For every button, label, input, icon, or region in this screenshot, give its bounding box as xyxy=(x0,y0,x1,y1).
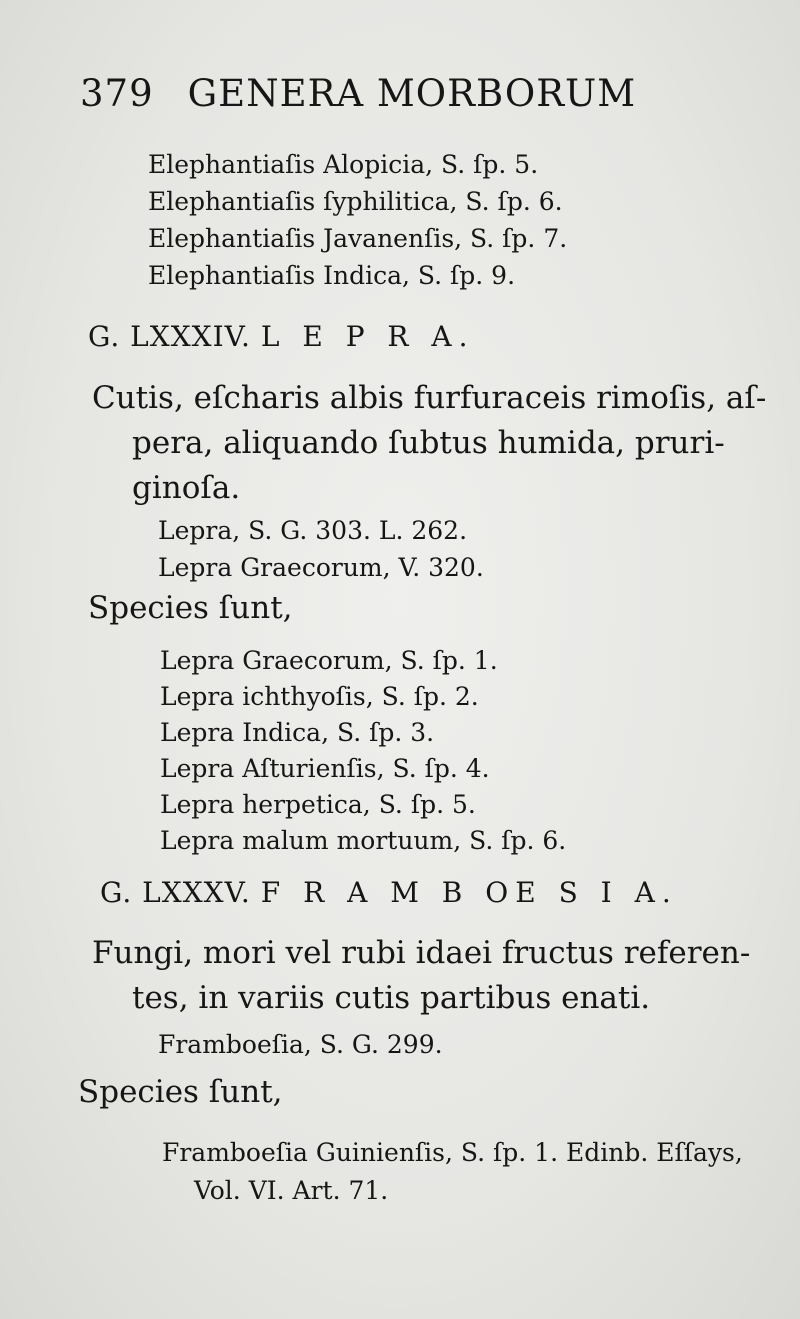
genus-name: F R A M B OE S I A. xyxy=(260,876,678,909)
elephantiasis-entry: Elephantiaſis Javanenſis, S. ſp. 7. xyxy=(148,224,568,253)
species-entry: Lepra herpetica, S. ſp. 5. xyxy=(160,790,476,819)
species-entry: Lepra Indica, S. ſp. 3. xyxy=(160,718,435,747)
species-entry: Lepra malum mortuum, S. ſp. 6. xyxy=(160,826,567,855)
species-entry: Lepra Aſturienſis, S. ſp. 4. xyxy=(160,754,490,783)
genus-number: G. LXXXIV. xyxy=(88,320,251,353)
species-entry: Lepra Graecorum, S. ſp. 1. xyxy=(160,646,498,675)
elephantiasis-entry: Elephantiaſis ſyphilitica, S. ſp. 6. xyxy=(148,187,563,216)
genus-heading-lepra xyxy=(88,320,475,353)
running-title: GENERA MORBORUM xyxy=(187,72,637,115)
species-entry: Lepra ichthyoſis, S. ſp. 2. xyxy=(160,682,479,711)
elephantiasis-entry: Elephantiaſis Indica, S. ſp. 9. xyxy=(148,261,516,290)
definition-line: Cutis, eſcharis albis furfuraceis rimoſis, aſ- xyxy=(92,380,767,416)
genus-number: G. LXXXV. xyxy=(100,876,251,909)
species-heading: Species ſunt, xyxy=(88,590,293,626)
definition-line: tes, in variis cutis partibus enati. xyxy=(132,980,651,1016)
species-heading: Species ſunt, xyxy=(78,1074,283,1110)
synonym-entry: Lepra Graecorum, V. 320. xyxy=(158,553,484,582)
page-number: 379 xyxy=(80,72,154,115)
elephantiasis-entry: Elephantiaſis Alopicia, S. ſp. 5. xyxy=(148,150,539,179)
synonym-entry: Lepra, S. G. 303. L. 262. xyxy=(158,516,468,545)
synonym-entry: Framboeſia, S. G. 299. xyxy=(158,1030,443,1059)
genus-heading-framboesia xyxy=(100,876,678,909)
species-entry: Framboeſia Guinienſis, S. ſp. 1. Edinb. Eſſays, xyxy=(162,1138,743,1167)
page-header xyxy=(80,72,636,115)
genus-name: L E P R A. xyxy=(260,320,475,353)
definition-line: pera, aliquando ſubtus humida, pruri- xyxy=(132,425,725,461)
species-entry: Vol. VI. Art. 71. xyxy=(194,1176,389,1205)
definition-line: Fungi, mori vel rubi idaei fructus referen- xyxy=(92,935,751,971)
definition-line: ginoſa. xyxy=(132,470,241,506)
